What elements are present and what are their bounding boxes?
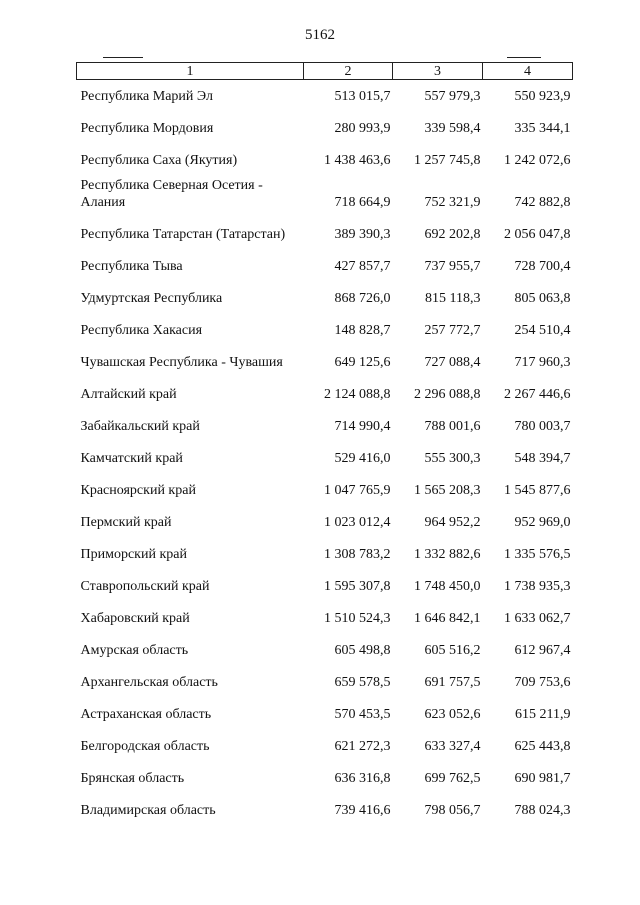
value-col4-cell: 788 024,3 [514, 802, 571, 818]
value-col4-cell: 742 882,8 [514, 194, 571, 210]
value-col4-cell: 612 967,4 [514, 642, 571, 658]
region-name-cell: Республика Марий Эл [80, 88, 213, 104]
table-row [77, 80, 573, 105]
value-col2-cell: 718 664,9 [334, 194, 391, 210]
value-col3-cell: 1 332 882,6 [414, 546, 481, 562]
value-col4-cell: 952 969,0 [514, 514, 571, 530]
value-col2-cell: 714 990,4 [334, 418, 391, 434]
column-header-2: 2 [304, 63, 393, 80]
table-row [77, 403, 573, 435]
region-name-cell: Амурская область [80, 642, 189, 658]
value-col3-cell: 815 118,3 [425, 290, 481, 306]
value-col3-cell: 737 955,7 [424, 258, 481, 274]
value-col3-cell: 555 300,3 [424, 450, 481, 466]
region-name-cell: Чувашская Республика - Чувашия [80, 354, 283, 370]
value-col3-cell: 752 321,9 [424, 194, 481, 210]
value-col4-cell: 728 700,4 [514, 258, 571, 274]
value-col4-cell: 625 443,8 [514, 738, 571, 754]
table-row [77, 243, 573, 275]
region-name-cell: Камчатский край [80, 450, 183, 466]
table-row [77, 435, 573, 467]
column-header-1: 1 [77, 63, 304, 80]
table-row [77, 563, 573, 595]
page-number: 5162 [305, 27, 335, 43]
value-col4-cell: 2 267 446,6 [504, 386, 571, 402]
header-rule-right [507, 57, 541, 58]
region-name-cell: Удмуртская Республика [80, 290, 223, 306]
value-col2-cell: 280 993,9 [334, 120, 391, 136]
table-row [77, 499, 573, 531]
value-col2-cell: 739 416,6 [334, 802, 391, 818]
table-row [77, 531, 573, 563]
value-col4-cell: 1 738 935,3 [504, 578, 571, 594]
value-col3-cell: 727 088,4 [424, 354, 481, 370]
table-row [77, 627, 573, 659]
region-name-cell: Алтайский край [80, 386, 177, 402]
value-col2-cell: 649 125,6 [334, 354, 391, 370]
table-row [77, 211, 573, 243]
value-col4-cell: 709 753,6 [514, 674, 571, 690]
value-col3-cell: 623 052,6 [424, 706, 481, 722]
value-col4-cell: 335 344,1 [514, 120, 571, 136]
value-col4-cell: 690 981,7 [514, 770, 571, 786]
value-col3-cell: 1 646 842,1 [414, 610, 481, 626]
table-row [77, 339, 573, 371]
region-name-cell: Республика Тыва [80, 258, 183, 274]
value-col2-cell: 1 510 524,3 [324, 610, 391, 626]
value-col3-cell: 691 757,5 [424, 674, 481, 690]
value-col4-cell: 548 394,7 [514, 450, 571, 466]
table-row [77, 307, 573, 339]
value-col2-cell: 389 390,3 [334, 226, 391, 242]
value-col2-cell: 659 578,5 [334, 674, 391, 690]
value-col2-cell: 621 272,3 [334, 738, 391, 754]
value-col3-cell: 964 952,2 [424, 514, 481, 530]
value-col3-cell: 557 979,3 [424, 88, 481, 104]
value-col2-cell: 2 124 088,8 [324, 386, 391, 402]
region-name-cell: Приморский край [80, 546, 187, 562]
value-col3-cell: 1 565 208,3 [414, 482, 481, 498]
region-name-cell: Белгородская область [80, 738, 210, 754]
header-rule-left [103, 57, 143, 58]
table-row [77, 137, 573, 169]
value-col3-cell: 798 056,7 [424, 802, 481, 818]
value-col3-cell: 605 516,2 [424, 642, 481, 658]
value-col2-cell: 570 453,5 [334, 706, 391, 722]
value-col2-cell: 513 015,7 [334, 88, 391, 104]
value-col4-cell: 2 056 047,8 [504, 226, 571, 242]
region-name-cell: Республика Хакасия [80, 322, 203, 338]
value-col4-cell: 1 242 072,6 [504, 152, 571, 168]
table-row [77, 755, 573, 787]
table-row [77, 691, 573, 723]
table-row [77, 723, 573, 755]
value-col2-cell: 1 047 765,9 [324, 482, 391, 498]
region-name-cell: Республика Мордовия [80, 120, 214, 136]
regions-table [76, 62, 573, 819]
table-row [77, 169, 573, 211]
value-col4-cell: 805 063,8 [514, 290, 571, 306]
value-col2-cell: 1 595 307,8 [324, 578, 391, 594]
value-col3-cell: 257 772,7 [424, 322, 481, 338]
table-row [77, 659, 573, 691]
region-name-cell: Республика Северная Осетия - Алания [80, 177, 263, 210]
region-name-cell: Республика Татарстан (Татарстан) [80, 226, 286, 242]
region-name-cell: Пермский край [80, 514, 172, 530]
region-name-cell: Владимирская область [80, 802, 216, 818]
table-row [77, 467, 573, 499]
value-col2-cell: 636 316,8 [334, 770, 391, 786]
value-col4-cell: 717 960,3 [514, 354, 571, 370]
region-name-cell: Забайкальский край [80, 418, 200, 434]
value-col2-cell: 529 416,0 [334, 450, 391, 466]
value-col4-cell: 1 633 062,7 [504, 610, 571, 626]
value-col3-cell: 1 748 450,0 [414, 578, 481, 594]
region-name-cell: Астраханская область [80, 706, 212, 722]
value-col3-cell: 1 257 745,8 [414, 152, 481, 168]
region-name-cell: Брянская область [80, 770, 185, 786]
value-col4-cell: 550 923,9 [514, 88, 571, 104]
value-col2-cell: 605 498,8 [334, 642, 391, 658]
column-number-row [77, 63, 573, 80]
value-col3-cell: 339 598,4 [424, 120, 481, 136]
region-name-cell: Ставропольский край [80, 578, 210, 594]
region-name-cell: Архангельская область [80, 674, 218, 690]
region-name-cell: Хабаровский край [80, 610, 190, 626]
value-col3-cell: 692 202,8 [424, 226, 481, 242]
column-header-4: 4 [483, 63, 573, 80]
value-col3-cell: 2 296 088,8 [414, 386, 481, 402]
value-col2-cell: 1 023 012,4 [324, 514, 391, 530]
table-body [77, 80, 573, 819]
column-header-3: 3 [393, 63, 483, 80]
value-col4-cell: 1 545 877,6 [504, 482, 571, 498]
value-col2-cell: 427 857,7 [334, 258, 391, 274]
value-col2-cell: 868 726,0 [334, 290, 391, 306]
region-name-cell: Республика Саха (Якутия) [80, 152, 238, 168]
table-row [77, 371, 573, 403]
value-col2-cell: 148 828,7 [334, 322, 391, 338]
value-col4-cell: 1 335 576,5 [504, 546, 571, 562]
value-col4-cell: 254 510,4 [514, 322, 571, 338]
value-col4-cell: 780 003,7 [514, 418, 571, 434]
table-row [77, 595, 573, 627]
region-name-cell: Красноярский край [80, 482, 196, 498]
value-col3-cell: 699 762,5 [424, 770, 481, 786]
value-col3-cell: 633 327,4 [424, 738, 481, 754]
table-row [77, 105, 573, 137]
value-col3-cell: 788 001,6 [424, 418, 481, 434]
table-row [77, 787, 573, 819]
value-col2-cell: 1 438 463,6 [324, 152, 391, 168]
value-col2-cell: 1 308 783,2 [324, 546, 391, 562]
table-row [77, 275, 573, 307]
value-col4-cell: 615 211,9 [515, 706, 571, 722]
